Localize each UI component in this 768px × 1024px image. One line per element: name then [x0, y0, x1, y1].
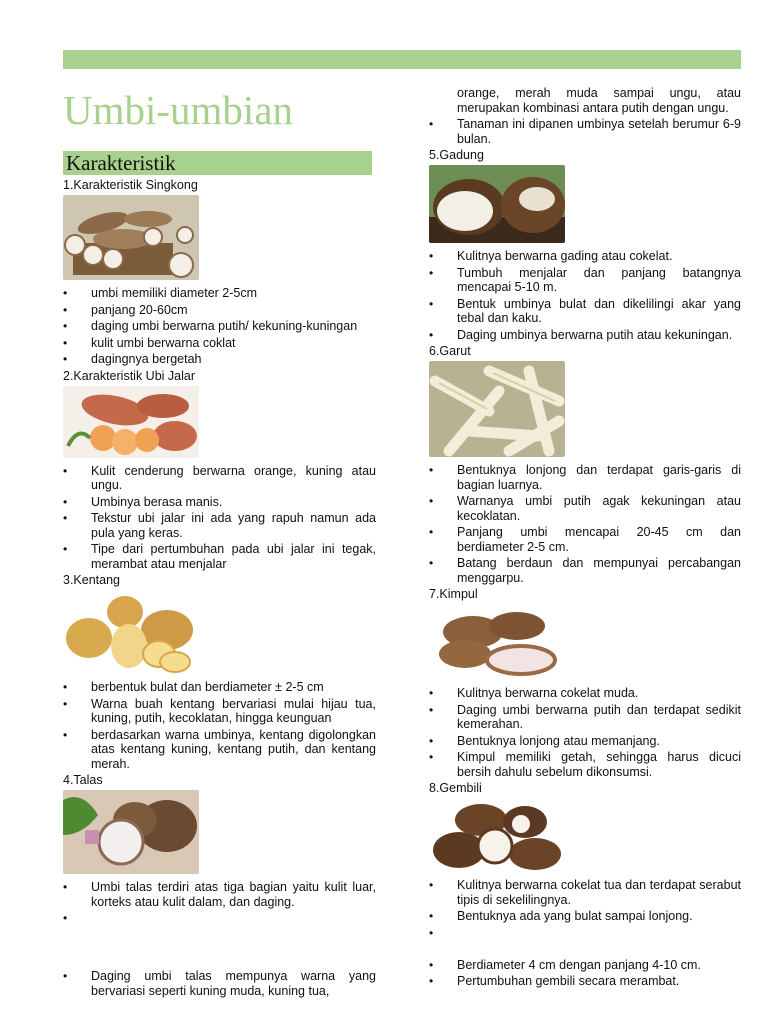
list-item: • Kulitnya berwarna gading atau cokelat. — [429, 249, 741, 264]
bullet-list — [429, 249, 741, 342]
bullet-list — [63, 680, 376, 771]
gembili-photo — [429, 798, 565, 872]
list-item: • Tipe dari pertumbuhan pada ubi jalar ini tegak, merambat atau menjalar — [63, 542, 376, 571]
bullet-list — [63, 464, 376, 572]
list-item: • Pertumbuhan gembili secara merambat. — [429, 974, 741, 989]
list-item: • Batang berdaun dan mempunyai percabangan menggarpu. — [429, 556, 741, 585]
taro-photo — [63, 790, 199, 874]
bullet-list — [63, 880, 376, 998]
item-title: 1.Karakteristik Singkong — [63, 178, 198, 192]
list-item: • Bentuknya lonjong dan terdapat garis-garis di bagian luarnya. — [429, 463, 741, 492]
list-spacer — [63, 911, 376, 969]
item-gembili — [429, 781, 741, 989]
list-item: • Bentuknya ada yang bulat sampai lonjong. — [429, 909, 741, 924]
list-item: • Kulitnya berwarna cokelat muda. — [429, 686, 741, 701]
bullet-list — [63, 286, 376, 367]
item-kimpul — [429, 587, 741, 779]
item-title: 8.Gembili — [429, 781, 482, 795]
list-item: • berdasarkan warna umbinya, kentang digolongkan atas kentang kuning, kentang putih, dan kentang merah. — [63, 728, 376, 772]
list-item: • Tekstur ubi jalar ini ada yang rapuh namun ada pula yang keras. — [63, 511, 376, 540]
list-spacer — [429, 926, 741, 958]
list-item: • Daging umbi talas mempunya warna yang bervariasi seperti kuning muda, kuning tua, — [63, 969, 376, 998]
list-item: • Berdiameter 4 cm dengan panjang 4-10 cm. — [429, 958, 741, 973]
right-column — [429, 86, 741, 991]
bullet-list — [429, 878, 741, 989]
cassava-photo — [63, 195, 199, 280]
kimpul-photo — [429, 604, 565, 680]
list-item: • dagingnya bergetah — [63, 352, 376, 367]
list-item: • Bentuk umbinya bulat dan dikelilingi akar yang tebal dan kaku. — [429, 297, 741, 326]
item-title: 2.Karakteristik Ubi Jalar — [63, 368, 195, 383]
item-title: 6.Garut — [429, 344, 471, 358]
list-item: • Umbi talas terdiri atas tiga bagian yaitu kulit luar, korteks atau kulit dalam, dan daging. — [63, 880, 376, 909]
list-item: • Umbinya berasa manis. — [63, 495, 376, 510]
section-heading: Karakteristik — [63, 151, 372, 175]
left-column — [63, 178, 376, 1000]
item-title: 5.Gadung — [429, 148, 484, 162]
list-item: • Tanaman ini dipanen umbinya setelah berumur 6-9 bulan. — [429, 117, 741, 146]
item-gadung — [429, 148, 741, 342]
list-item: • Daging umbinya berwarna putih atau kekuningan. — [429, 328, 741, 343]
item-kentang — [63, 573, 376, 771]
list-item: • Tumbuh menjalar dan panjang batangnya mencapai 5-10 m. — [429, 266, 741, 295]
item-title: 4.Talas — [63, 773, 103, 787]
list-item: • Kimpul memiliki getah, sehingga harus dicuci bersih dahulu sebelum dikonsumsi. — [429, 750, 741, 779]
bullet-list — [429, 686, 741, 779]
page-title: Umbi-umbian — [63, 87, 294, 133]
list-item: • berbentuk bulat dan berdiameter ± 2-5 cm — [63, 680, 376, 695]
bullet-list — [429, 463, 741, 585]
list-item: • Kulit cenderung berwarna orange, kuning atau ungu. — [63, 464, 376, 493]
list-item: • kulit umbi berwarna coklat — [63, 336, 376, 351]
list-item: • Daging umbi berwarna putih dan terdapat sedikit kemerahan. — [429, 703, 741, 732]
list-item: • Kulitnya berwarna cokelat tua dan terdapat serabut tipis di sekelilingnya. — [429, 878, 741, 907]
sweet-potato-photo — [63, 386, 199, 458]
list-item: • panjang 20-60cm — [63, 303, 376, 318]
item-ubi-jalar — [63, 369, 376, 572]
list-item: • Warnanya umbi putih agak kekuningan atau kecoklatan. — [429, 494, 741, 523]
item-garut — [429, 344, 741, 585]
list-item: • Bentuknya lonjong atau memanjang. — [429, 734, 741, 749]
potato-photo — [63, 590, 199, 674]
list-item: • Warna buah kentang bervariasi mulai hijau tua, kuning, putih, kecoklatan, hingga keunguan — [63, 697, 376, 726]
list-item: • umbi memiliki diameter 2-5cm — [63, 286, 376, 301]
item-title: 7.Kimpul — [429, 587, 478, 601]
gadung-photo — [429, 165, 565, 243]
continued-text: orange, merah muda sampai ungu, atau merupakan kombinasi antara putih dengan ungu. — [457, 86, 741, 115]
item-talas — [63, 773, 376, 998]
bullet-list — [429, 117, 741, 146]
arrowroot-photo — [429, 361, 565, 457]
list-item: • daging umbi berwarna putih/ kekuning-kuningan — [63, 319, 376, 334]
header-accent-bar — [63, 50, 741, 69]
list-item: • Panjang umbi mencapai 20-45 cm dan berdiameter 2-5 cm. — [429, 525, 741, 554]
item-title: 3.Kentang — [63, 573, 120, 587]
item-singkong — [63, 178, 376, 367]
